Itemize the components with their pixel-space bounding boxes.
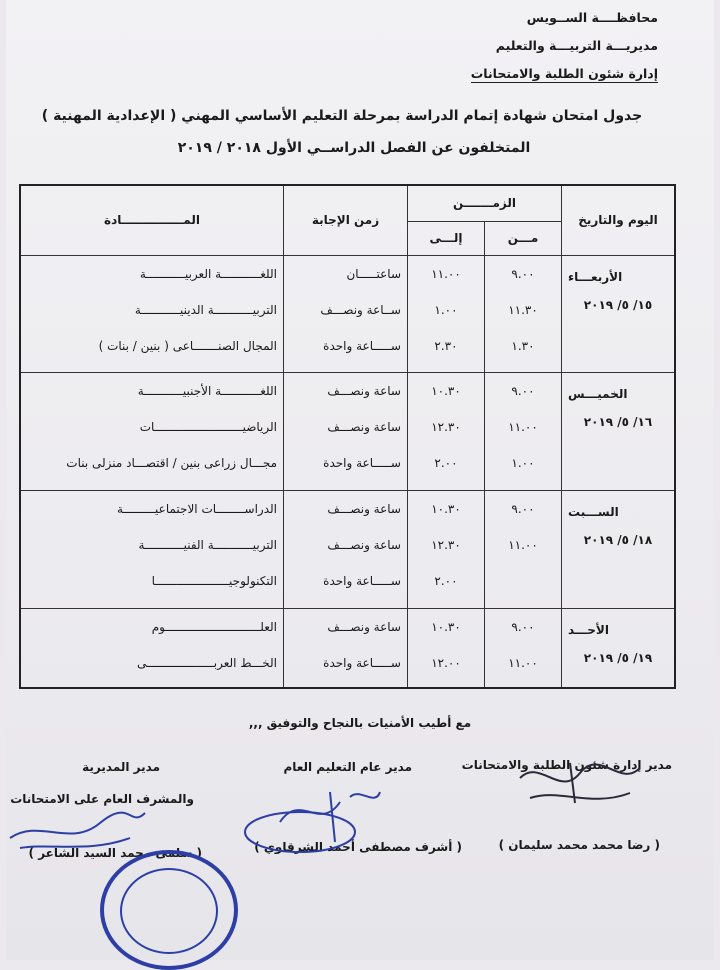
time-from: ١.٠٠ xyxy=(511,456,535,471)
subject-name: اللغـــــــــــة العربيـــــــــــة xyxy=(139,266,277,281)
time-to: ١٠.٣٠ xyxy=(431,502,461,517)
day-date: ١٩/ ٥/ ٢٠١٩ xyxy=(583,651,653,666)
answer-duration: ســـــاعة واحدة xyxy=(323,456,401,471)
day-row xyxy=(20,255,675,373)
day-date: ١٥/ ٥/ ٢٠١٩ xyxy=(583,297,653,312)
subject-name: الدراســــــــات الاجتماعيـــــــــة xyxy=(116,502,277,517)
subject-name: الخـــط العربـــــــــــــــــــى xyxy=(136,656,277,671)
header-directorate: مديريـــة التربيـــة والتعليم xyxy=(495,38,658,53)
answer-duration: ساعة ونصـــف xyxy=(327,620,401,635)
signature-title-student-affairs: مدير إدارة شئون الطلبة والامتحانات xyxy=(461,758,672,772)
time-from: ٩.٠٠ xyxy=(511,266,535,281)
time-to-cell xyxy=(408,609,485,688)
header-day-date: اليوم والتاريخ xyxy=(562,185,676,255)
answer-duration: ســـــاعة واحدة xyxy=(323,338,401,353)
answer-duration: ساعتـــــان xyxy=(346,266,401,281)
time-from: ١١.٠٠ xyxy=(508,420,538,435)
answer-duration: ســاعة ونصـــف xyxy=(320,302,401,317)
time-from-cell xyxy=(485,609,562,688)
time-from: ١١.٣٠ xyxy=(508,302,538,317)
document-title: جدول امتحان شهادة إتمام الدراسة بمرحلة التعليم الأساسي المهني ( الإعدادية المهنية ) xyxy=(41,108,643,124)
time-to: ٢.٣٠ xyxy=(434,338,458,353)
header-department: إدارة شئون الطلبة والامتحانات xyxy=(470,66,658,81)
day-name: الخميـــس xyxy=(568,387,628,402)
time-from-cell xyxy=(485,491,562,609)
subject-name: المجال الصنـــــــاعى ( بنين / بنات ) xyxy=(98,338,277,353)
subject-name-cell xyxy=(20,373,284,491)
time-to-cell xyxy=(408,255,485,373)
time-from: ١.٣٠ xyxy=(511,338,535,353)
day-row xyxy=(20,609,675,688)
schedule-body xyxy=(20,255,675,688)
time-to: ١١.٠٠ xyxy=(431,266,461,281)
answer-duration-cell xyxy=(284,373,408,491)
handwritten-signature-directorate xyxy=(0,798,150,858)
closing-remark: مع أطيب الأمنيات بالنجاح والتوفيق ,,, xyxy=(248,716,472,730)
answer-duration-cell xyxy=(284,609,408,688)
header-from: مـــن xyxy=(485,221,562,255)
day-cell xyxy=(562,609,676,688)
day-name: الأحـــد xyxy=(568,623,609,638)
header-to: إلـــى xyxy=(408,221,485,255)
signature-name-directorate: ( سلمى محمد السيد الشاعر ) xyxy=(28,846,202,860)
time-to: ١٢.٣٠ xyxy=(431,538,461,553)
subject-name: اللغـــــــــــة الأجنبيـــــــــــة xyxy=(137,384,277,399)
time-to: ١٢.٠٠ xyxy=(431,656,461,671)
answer-duration: ساعة ونصـــف xyxy=(327,420,401,435)
time-from-cell xyxy=(485,255,562,373)
time-from: ٩.٠٠ xyxy=(511,384,535,399)
answer-duration: ســـــاعة واحدة xyxy=(323,574,401,589)
time-from: ٩.٠٠ xyxy=(511,620,535,635)
day-name: الأربعـــاء xyxy=(568,269,623,284)
subject-name-cell xyxy=(20,491,284,609)
handwritten-signature-general-education xyxy=(240,772,390,862)
exam-schedule-table xyxy=(19,184,676,689)
subject-name: التربيـــــــــــة الدينيـــــــــــة xyxy=(134,302,277,317)
time-from: ١١.٠٠ xyxy=(508,538,538,553)
subject-name: الرياضيـــــــــــــــــــــــــات xyxy=(139,420,277,435)
header-subject: المـــــــــــــــادة xyxy=(20,185,284,255)
time-from xyxy=(491,563,555,599)
answer-duration-cell xyxy=(284,255,408,373)
time-to: ١.٠٠ xyxy=(434,302,458,317)
time-from: ١١.٠٠ xyxy=(508,656,538,671)
answer-duration: ســـــاعة واحدة xyxy=(323,656,401,671)
time-to-cell xyxy=(408,491,485,609)
time-to: ١٠.٣٠ xyxy=(431,620,461,635)
time-from: ٩.٠٠ xyxy=(511,502,535,517)
time-to-cell xyxy=(408,373,485,491)
day-cell xyxy=(562,373,676,491)
day-row xyxy=(20,373,675,491)
signature-title-general-education: مدير عام التعليم العام xyxy=(283,760,412,774)
subject-name-cell xyxy=(20,609,284,688)
time-to: ٢.٠٠ xyxy=(434,456,458,471)
handwritten-signature-student-affairs xyxy=(500,748,660,818)
subject-name: مجـــال زراعى بنين / اقتصـــاد منزلى بنات xyxy=(66,456,277,471)
header-governorate: محافظــــة الســويس xyxy=(526,10,658,25)
day-date: ١٦/ ٥/ ٢٠١٩ xyxy=(583,415,653,430)
official-seal-icon xyxy=(100,850,238,970)
day-date: ١٨/ ٥/ ٢٠١٩ xyxy=(583,533,653,548)
header-time: الزمـــــــن xyxy=(408,185,562,221)
subject-name: التكنولوجيـــــــــــــــــــــا xyxy=(151,574,277,589)
subject-name-cell xyxy=(20,255,284,373)
answer-duration: ساعة ونصـــف xyxy=(327,384,401,399)
answer-duration-cell xyxy=(284,491,408,609)
day-cell xyxy=(562,491,676,609)
answer-duration: ساعة ونصـــف xyxy=(327,502,401,517)
document-subtitle: المتخلفون عن الفصل الدراســي الأول ٢٠١٨ / ٢٠١٩ xyxy=(177,140,531,156)
time-to: ١٠.٣٠ xyxy=(431,384,461,399)
header-duration: زمن الإجابة xyxy=(284,185,408,255)
time-from-cell xyxy=(485,373,562,491)
day-row xyxy=(20,491,675,609)
answer-duration: ساعة ونصـــف xyxy=(327,538,401,553)
day-name: الســـبت xyxy=(568,505,619,520)
subject-name: التربيـــــــــــة الفنيـــــــــــة xyxy=(138,538,277,553)
time-to: ٢.٠٠ xyxy=(434,574,458,589)
signature-name-general-education: ( أشرف مصطفى أحمد الشرقاوي ) xyxy=(254,840,462,854)
day-cell xyxy=(562,255,676,373)
signature-title-directorate: مدير المديرية xyxy=(82,760,160,774)
subject-name: العلـــــــــــــــــــــــــــوم xyxy=(151,620,277,635)
signature-title-exam-supervisor: والمشرف العام على الامتحانات xyxy=(10,792,194,806)
time-to: ١٢.٣٠ xyxy=(431,420,461,435)
signature-name-student-affairs: ( رضا محمد محمد سليمان ) xyxy=(498,838,660,852)
